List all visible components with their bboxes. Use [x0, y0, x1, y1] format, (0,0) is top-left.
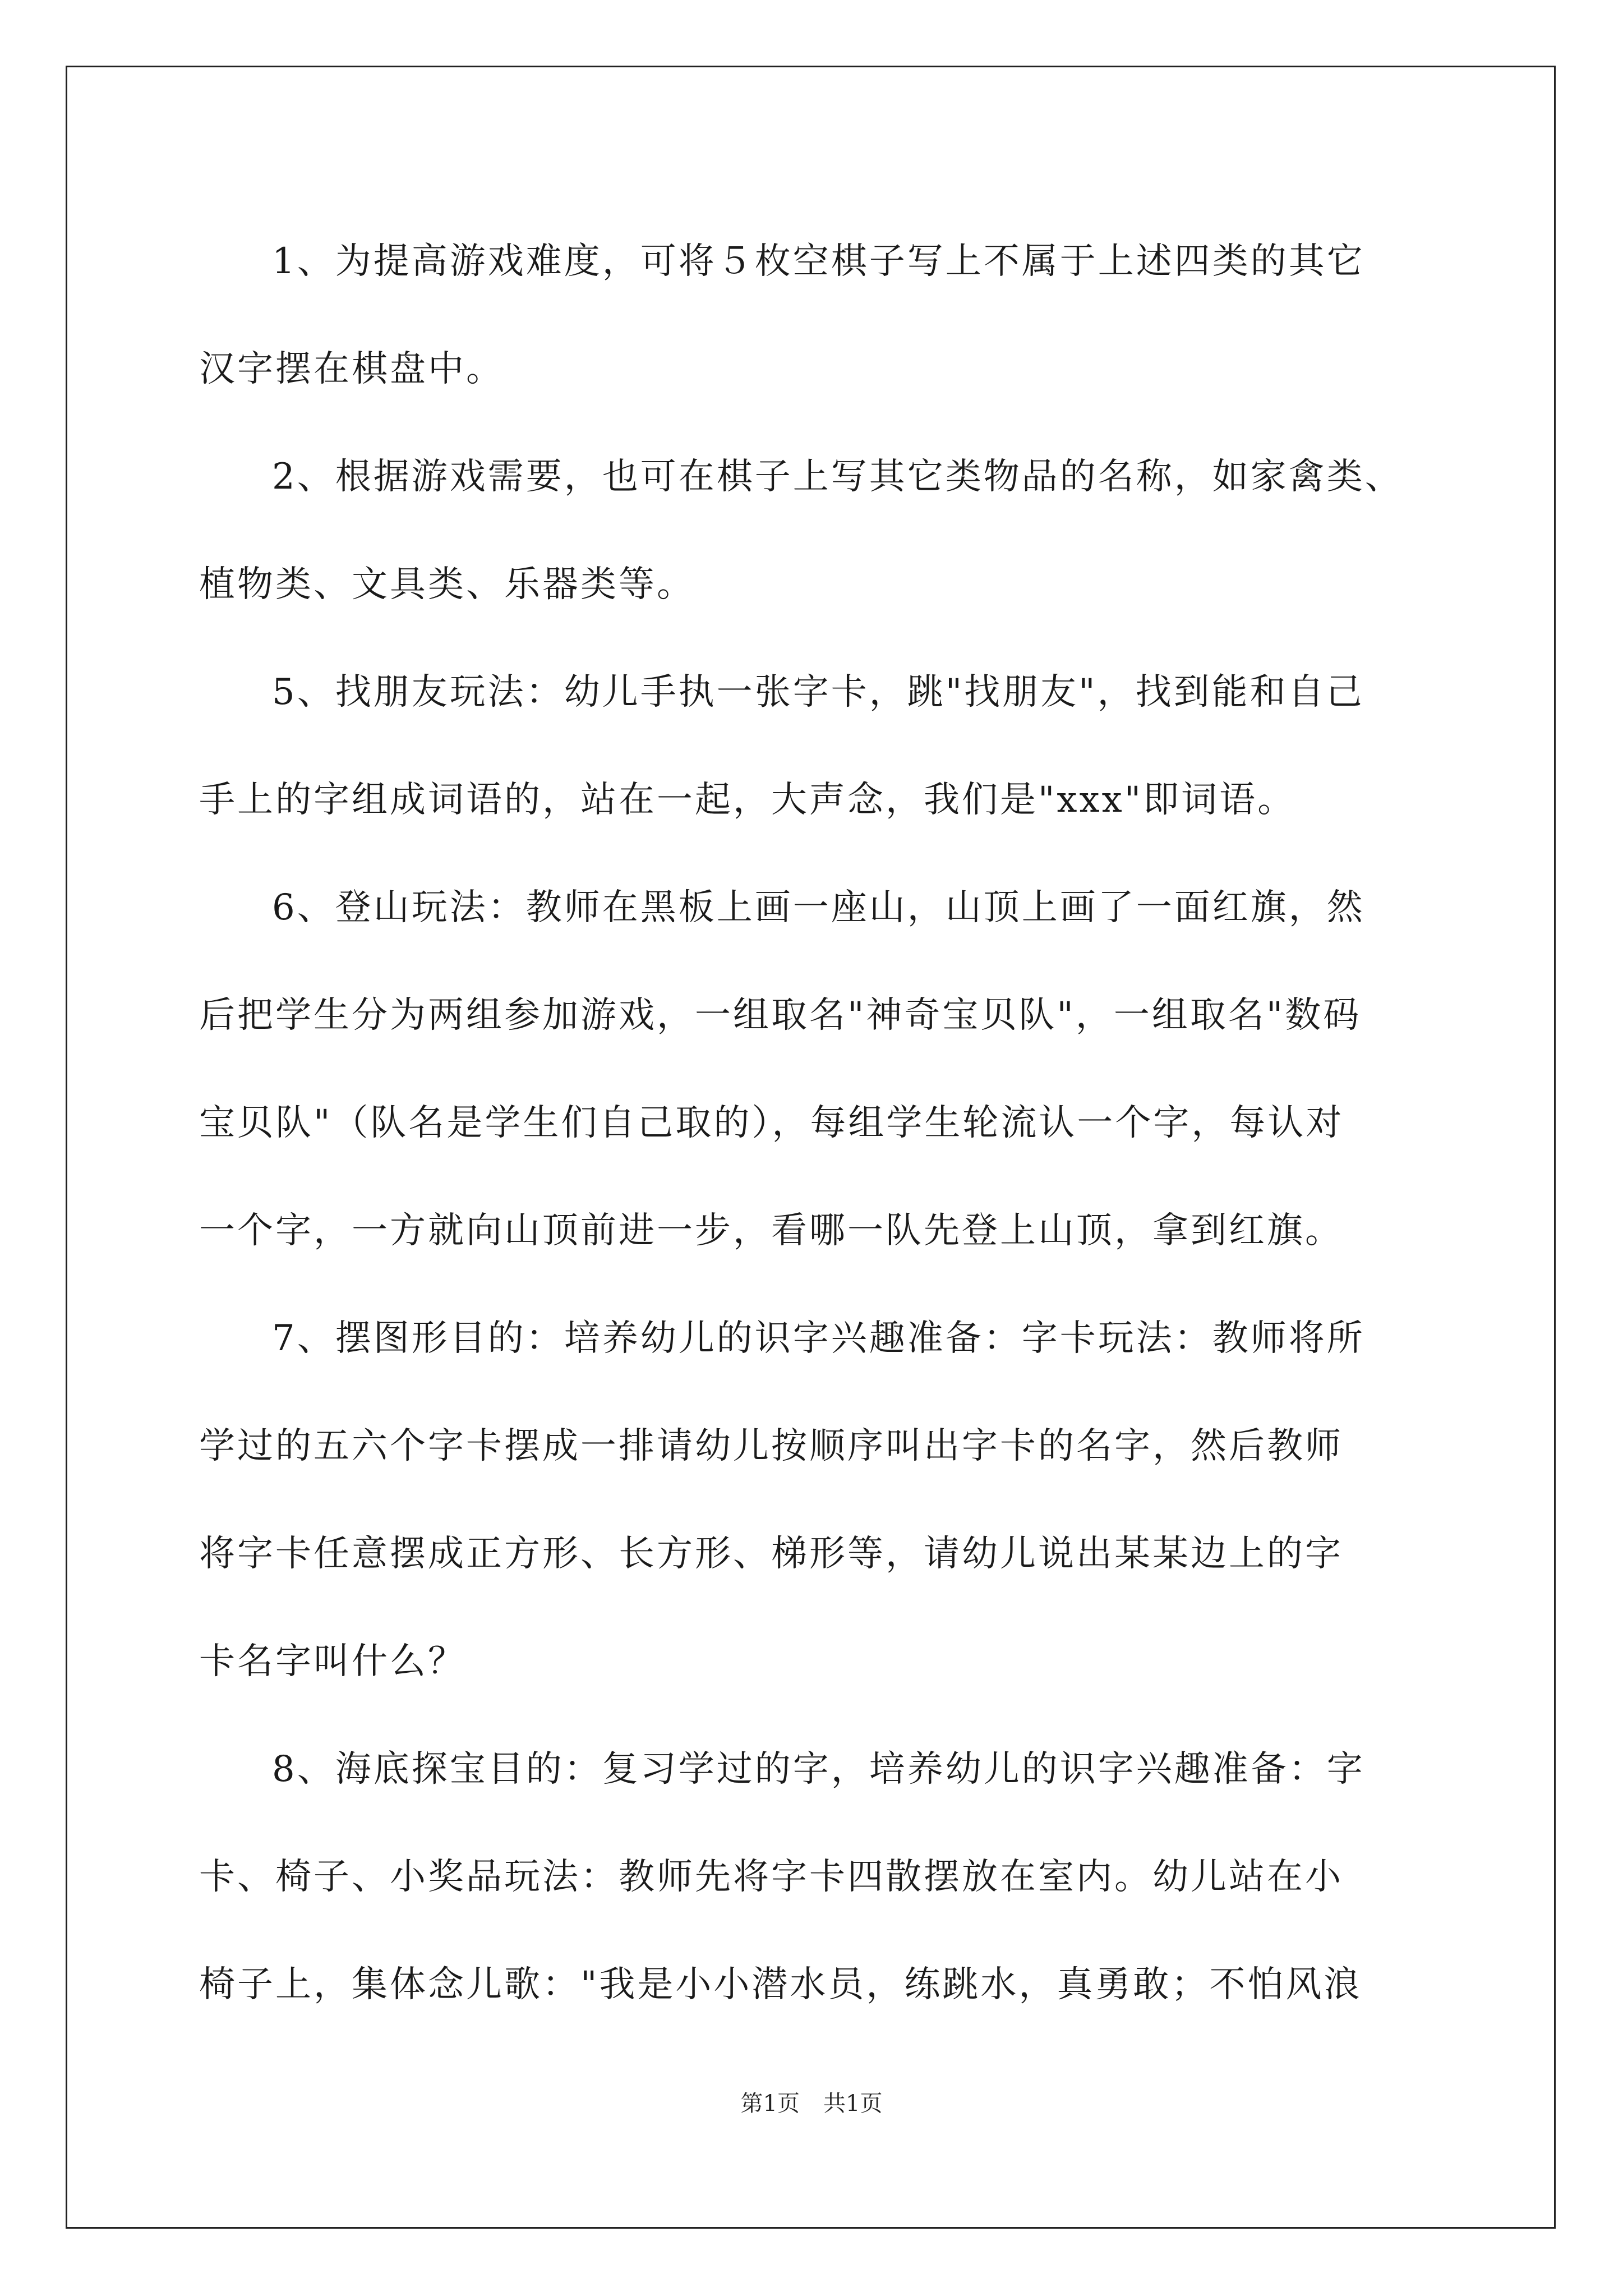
text-line: 1、为提高游戏难度，可将５枚空棋子写上不属于上述四类的其它: [272, 241, 1365, 282]
document-body: [199, 208, 1427, 2039]
text-line: 卡名字叫什么？: [199, 1641, 466, 1682]
text-line: 将字卡任意摆成正方形、长方形、梯形等，请幼儿说出某某边上的字: [199, 1533, 1343, 1575]
text-line: 8、海底探宝目的：复习学过的字，培养幼儿的识字兴趣准备：字: [272, 1749, 1365, 1790]
text-line: 植物类、文具类、乐器类等。: [199, 564, 695, 605]
text-line: 一个字，一方就向山顶前进一步，看哪一队先登上山顶，拿到红旗。: [199, 1210, 1343, 1251]
text-line: 卡、椅子、小奖品玩法：教师先将字卡四散摆放在室内。幼儿站在小: [199, 1856, 1343, 1898]
text-line: 后把学生分为两组参加游戏，一组取名"神奇宝贝队"，一组取名"数码: [199, 995, 1362, 1036]
text-line: 2、根据游戏需要，也可在棋子上写其它类物品的名称，如家禽类、: [272, 456, 1403, 498]
text-line: 手上的字组成词语的，站在一起，大声念，我们是"xxx"即词语。: [199, 779, 1296, 821]
text-line: 6、登山玩法：教师在黑板上画一座山，山顶上画了一面红旗，然: [272, 887, 1365, 928]
text-line: 椅子上，集体念儿歌："我是小小潜水员，练跳水，真勇敢；不怕风浪: [199, 1964, 1362, 2005]
text-line: 7、摆图形目的：培养幼儿的识字兴趣准备：字卡玩法：教师将所: [272, 1318, 1365, 1359]
page-number: 第1页: [740, 2091, 800, 2116]
text-line: 汉字摆在棋盘中。: [199, 348, 504, 390]
page-footer: [0, 2090, 1623, 2118]
text-line: 学过的五六个字卡摆成一排请幼儿按顺序叫出字卡的名字，然后教师: [199, 1425, 1343, 1467]
page-total: 共1页: [823, 2091, 883, 2116]
text-line: 宝贝队"（队名是学生们自己取的），每组学生轮流认一个字，每认对: [199, 1102, 1344, 1144]
text-line: 5、找朋友玩法：幼儿手执一张字卡，跳"找朋友"，找到能和自己: [272, 671, 1364, 713]
